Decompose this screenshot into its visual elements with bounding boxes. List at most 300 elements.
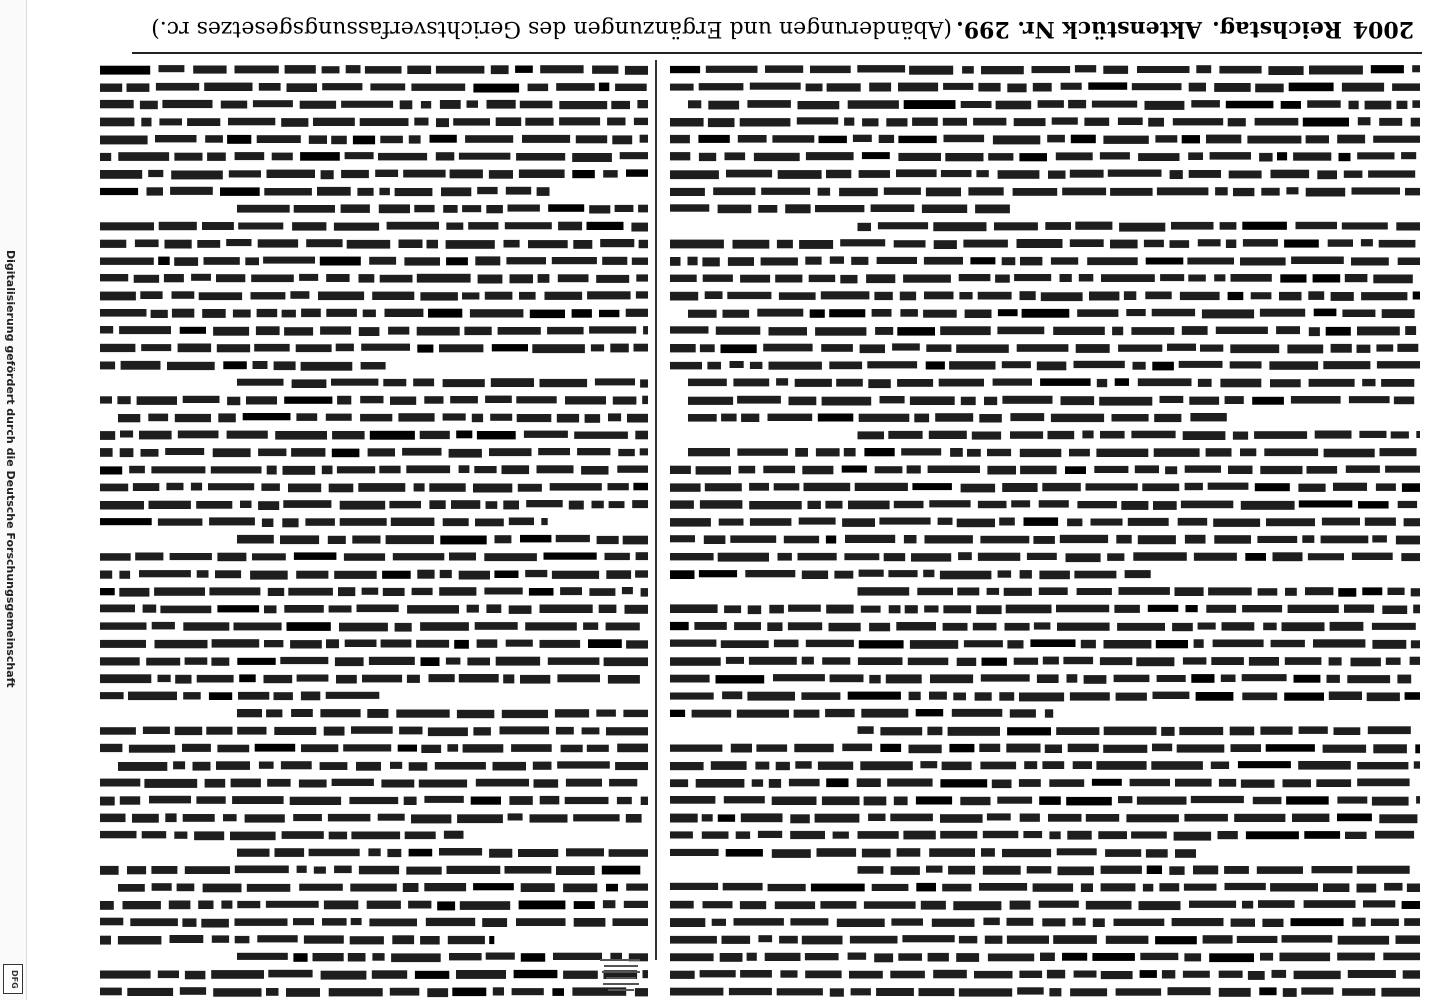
text-run xyxy=(609,779,637,787)
text-run xyxy=(1348,970,1396,978)
text-run xyxy=(457,814,503,823)
text-run xyxy=(978,83,1000,92)
text-run xyxy=(1404,518,1420,526)
text-run xyxy=(1306,135,1329,143)
text-run xyxy=(387,222,439,230)
text-run xyxy=(1108,170,1162,177)
text-run xyxy=(365,66,402,74)
text-run xyxy=(898,83,938,92)
text-run xyxy=(284,605,324,613)
text-run xyxy=(705,483,742,491)
text-run xyxy=(336,344,354,352)
text-run xyxy=(1110,188,1153,196)
text-run xyxy=(177,884,195,892)
text-run xyxy=(1242,674,1287,681)
text-run xyxy=(1042,483,1081,491)
text-run xyxy=(254,344,290,352)
text-run xyxy=(1230,344,1279,353)
text-run xyxy=(1218,831,1238,839)
text-run xyxy=(961,101,992,108)
text-run xyxy=(802,657,814,665)
text-run xyxy=(775,275,802,283)
text-run xyxy=(1138,378,1192,386)
text-run xyxy=(798,101,840,109)
text-run xyxy=(209,587,260,595)
text-run xyxy=(994,222,1038,230)
text-run xyxy=(1151,761,1203,770)
text-run xyxy=(1148,605,1179,612)
text-run xyxy=(1073,761,1092,769)
text-run xyxy=(379,204,410,213)
text-run xyxy=(477,187,497,194)
text-run xyxy=(565,797,609,804)
text-run xyxy=(420,292,458,300)
text-run xyxy=(1188,275,1206,282)
text-run xyxy=(266,709,282,717)
text-run xyxy=(149,796,191,804)
text-run xyxy=(158,971,179,979)
text-run xyxy=(143,605,157,613)
text-run xyxy=(322,466,333,475)
text-run xyxy=(1357,345,1371,353)
text-run xyxy=(738,135,767,143)
text-run xyxy=(563,971,598,979)
text-run xyxy=(1092,779,1122,786)
text-run xyxy=(894,240,926,247)
text-run xyxy=(962,66,974,74)
text-run xyxy=(826,536,836,544)
text-run xyxy=(382,571,411,579)
text-run xyxy=(341,101,393,108)
text-run xyxy=(1294,675,1321,683)
text-run xyxy=(227,431,268,439)
text-run xyxy=(361,344,410,351)
text-run xyxy=(253,100,293,107)
text-run xyxy=(367,709,388,718)
text-run xyxy=(916,883,936,892)
text-run xyxy=(613,397,637,405)
text-run xyxy=(894,501,924,508)
text-run xyxy=(118,152,169,161)
text-run xyxy=(1308,291,1324,300)
text-run xyxy=(211,658,229,666)
text-run xyxy=(467,100,479,107)
text-run xyxy=(484,588,522,595)
text-run xyxy=(1019,971,1042,978)
text-run xyxy=(473,84,519,93)
text-run xyxy=(1019,693,1064,702)
text-run xyxy=(141,344,171,351)
text-run xyxy=(459,153,511,160)
text-run xyxy=(1101,883,1136,891)
text-run xyxy=(1314,309,1337,317)
text-run xyxy=(246,396,277,404)
text-run xyxy=(407,605,459,614)
text-run xyxy=(1276,326,1300,334)
text-run xyxy=(1317,170,1337,179)
text-run xyxy=(559,101,607,109)
text-run xyxy=(975,692,992,700)
text-run xyxy=(1392,83,1420,91)
text-run xyxy=(822,796,860,805)
text-run xyxy=(1167,344,1196,351)
text-run xyxy=(1214,83,1251,92)
text-run xyxy=(485,292,513,300)
text-run xyxy=(520,675,550,684)
text-run xyxy=(209,692,232,700)
text-run xyxy=(740,118,791,126)
text-run xyxy=(1402,901,1420,909)
text-run xyxy=(718,205,752,214)
text-run xyxy=(291,709,313,717)
text-run xyxy=(858,657,903,665)
text-run xyxy=(518,849,558,857)
text-run xyxy=(320,709,360,717)
text-run xyxy=(170,935,204,943)
text-run xyxy=(1405,692,1420,700)
text-run xyxy=(609,849,648,857)
text-run xyxy=(670,936,717,944)
text-run xyxy=(988,954,1034,962)
text-run xyxy=(826,778,848,787)
text-run xyxy=(1231,274,1272,282)
text-run xyxy=(599,83,609,92)
text-run xyxy=(670,988,723,996)
text-run xyxy=(100,918,123,926)
text-run xyxy=(859,414,910,422)
text-run xyxy=(1154,414,1181,422)
text-run xyxy=(890,971,925,979)
text-run xyxy=(884,187,921,195)
text-run xyxy=(1258,588,1278,595)
text-run xyxy=(933,222,986,231)
text-run xyxy=(979,744,1000,752)
text-run xyxy=(1367,693,1400,702)
text-run xyxy=(322,83,362,90)
text-run xyxy=(1413,292,1420,300)
text-run xyxy=(1198,379,1212,387)
text-run xyxy=(1024,517,1059,526)
text-run xyxy=(767,622,782,631)
text-run xyxy=(1091,519,1123,526)
text-run xyxy=(429,674,455,682)
text-run xyxy=(774,640,799,648)
text-run xyxy=(1116,988,1162,995)
text-run xyxy=(274,361,296,370)
text-run xyxy=(288,588,333,596)
text-run xyxy=(406,867,441,875)
text-run xyxy=(1116,535,1131,544)
text-run xyxy=(670,971,695,979)
text-run xyxy=(1242,222,1287,230)
text-run xyxy=(387,849,401,857)
text-run xyxy=(1103,745,1147,753)
text-run xyxy=(100,674,151,683)
text-run xyxy=(162,100,212,108)
text-run xyxy=(391,518,435,526)
text-run xyxy=(472,414,483,423)
text-run xyxy=(632,500,648,508)
text-run xyxy=(902,935,954,942)
text-run xyxy=(1033,536,1055,544)
text-run xyxy=(292,222,326,230)
text-run xyxy=(245,257,259,265)
text-run xyxy=(160,606,211,614)
text-run xyxy=(360,414,392,422)
text-run xyxy=(212,639,260,647)
text-run xyxy=(1075,222,1112,230)
text-run xyxy=(620,152,648,159)
text-run xyxy=(1118,345,1162,352)
text-run xyxy=(404,257,440,265)
text-run xyxy=(1019,153,1047,161)
text-run xyxy=(670,849,719,856)
text-run xyxy=(385,309,424,317)
text-run xyxy=(1312,866,1353,873)
text-run xyxy=(949,744,974,752)
text-run xyxy=(1184,814,1228,822)
text-run xyxy=(326,274,349,282)
text-run xyxy=(220,187,260,196)
text-run xyxy=(728,257,754,266)
text-run xyxy=(216,761,250,770)
text-run xyxy=(1182,326,1208,335)
text-run xyxy=(736,831,750,839)
text-run xyxy=(1331,344,1352,353)
text-run xyxy=(670,483,701,491)
text-run xyxy=(941,170,972,177)
text-run xyxy=(737,448,788,455)
text-run xyxy=(143,727,170,734)
text-run xyxy=(688,257,698,266)
text-run xyxy=(360,396,383,403)
text-run xyxy=(409,135,421,143)
text-run xyxy=(587,745,609,752)
text-run xyxy=(525,570,547,577)
text-run xyxy=(603,900,616,908)
text-run xyxy=(726,849,763,857)
text-run xyxy=(1073,918,1086,926)
text-run xyxy=(1315,431,1352,439)
text-run xyxy=(556,83,595,91)
text-run xyxy=(1308,553,1344,560)
text-run xyxy=(1215,187,1228,195)
text-run xyxy=(1100,657,1132,665)
text-run xyxy=(516,918,566,926)
text-run xyxy=(228,118,275,126)
text-run xyxy=(284,327,313,335)
text-run xyxy=(890,814,933,822)
text-run xyxy=(840,275,857,284)
text-run xyxy=(1182,135,1200,143)
text-run xyxy=(529,588,554,596)
text-run xyxy=(585,414,601,423)
text-run xyxy=(1200,345,1223,352)
text-run xyxy=(943,118,967,126)
text-run xyxy=(489,448,532,456)
text-run xyxy=(489,936,494,944)
text-run xyxy=(1187,258,1234,265)
text-run xyxy=(1096,449,1148,457)
text-run xyxy=(1135,465,1159,473)
text-run xyxy=(733,240,770,249)
text-run xyxy=(237,379,284,386)
text-run xyxy=(165,240,192,249)
text-run xyxy=(416,640,449,648)
text-run xyxy=(1384,883,1402,891)
text-run xyxy=(1030,639,1075,647)
text-run xyxy=(1126,309,1145,316)
text-run xyxy=(670,657,721,666)
text-run xyxy=(203,884,242,893)
text-run xyxy=(1388,588,1405,595)
text-run xyxy=(1262,919,1283,927)
text-run xyxy=(1014,658,1038,665)
text-run xyxy=(596,275,629,283)
text-run xyxy=(251,275,294,283)
text-run xyxy=(519,170,565,179)
text-run xyxy=(1379,240,1416,248)
text-run xyxy=(775,901,815,909)
text-run xyxy=(443,205,457,213)
text-run xyxy=(719,519,744,526)
text-run xyxy=(237,953,288,960)
text-run xyxy=(1183,657,1207,664)
text-run xyxy=(802,466,833,475)
text-run xyxy=(830,674,864,682)
text-run xyxy=(424,883,466,891)
text-run xyxy=(611,101,630,109)
text-run xyxy=(528,84,549,92)
text-run xyxy=(1174,832,1212,841)
text-run xyxy=(213,327,249,336)
text-run xyxy=(769,362,822,370)
text-run xyxy=(443,518,469,526)
text-run xyxy=(641,797,648,805)
text-run xyxy=(923,310,957,318)
text-run xyxy=(1284,240,1319,248)
text-run xyxy=(892,343,920,350)
text-run xyxy=(1247,136,1301,144)
text-run xyxy=(1270,883,1318,891)
text-run xyxy=(304,935,344,943)
text-run xyxy=(1119,223,1165,232)
text-run xyxy=(734,918,784,926)
text-run xyxy=(857,65,905,72)
text-run xyxy=(998,570,1012,577)
text-run xyxy=(415,971,449,979)
text-run xyxy=(1017,344,1069,352)
text-run xyxy=(1398,258,1420,266)
text-run xyxy=(1411,118,1420,127)
text-run xyxy=(1154,448,1200,457)
text-run xyxy=(1097,379,1107,387)
text-run xyxy=(1206,448,1232,456)
text-run xyxy=(367,901,401,909)
text-run xyxy=(1053,327,1105,335)
text-run xyxy=(412,588,433,595)
text-run xyxy=(1241,501,1295,510)
text-run xyxy=(1279,292,1302,301)
text-run xyxy=(398,745,417,752)
text-run xyxy=(1246,831,1299,839)
text-run xyxy=(705,291,723,299)
text-run xyxy=(1089,292,1119,301)
text-run xyxy=(280,535,319,544)
text-run xyxy=(670,796,715,804)
text-run xyxy=(1405,188,1420,196)
text-run xyxy=(723,310,750,318)
text-run xyxy=(496,117,522,126)
text-run xyxy=(979,414,1002,423)
text-run xyxy=(818,414,854,422)
text-run xyxy=(1226,101,1274,109)
text-run xyxy=(1260,466,1302,474)
text-run xyxy=(948,727,1000,736)
text-run xyxy=(100,292,136,301)
text-run xyxy=(739,466,756,474)
text-run xyxy=(561,745,583,753)
text-run xyxy=(1299,500,1353,507)
text-run xyxy=(533,762,552,770)
text-run xyxy=(592,66,618,74)
text-run xyxy=(414,483,425,491)
text-run xyxy=(489,170,513,179)
text-run xyxy=(754,153,800,161)
text-run xyxy=(1019,779,1041,787)
text-run xyxy=(282,518,298,527)
text-run xyxy=(462,205,481,212)
text-run xyxy=(573,240,592,249)
text-run xyxy=(1202,309,1254,318)
text-run xyxy=(1007,640,1023,648)
text-run xyxy=(877,257,917,264)
text-run xyxy=(449,953,482,960)
text-run xyxy=(183,814,215,822)
text-run xyxy=(859,570,884,577)
text-run xyxy=(1249,657,1279,666)
text-run xyxy=(135,240,159,248)
text-run xyxy=(370,83,405,90)
text-run xyxy=(1226,240,1236,249)
text-run xyxy=(1037,674,1059,683)
text-run xyxy=(1372,535,1387,542)
text-run xyxy=(399,240,423,249)
text-run xyxy=(460,901,510,910)
text-run xyxy=(152,883,172,891)
text-run xyxy=(1358,117,1371,125)
text-run xyxy=(1271,170,1310,179)
text-run xyxy=(866,274,895,283)
text-run xyxy=(1179,361,1223,368)
text-run xyxy=(475,519,504,527)
text-run xyxy=(927,727,942,736)
text-run xyxy=(729,988,772,995)
text-run xyxy=(512,988,544,995)
text-run xyxy=(336,675,357,684)
text-run xyxy=(119,571,130,579)
text-run xyxy=(769,605,784,614)
text-run xyxy=(417,570,434,579)
text-run xyxy=(505,866,552,874)
text-run xyxy=(1257,866,1303,874)
text-run xyxy=(909,66,953,75)
text-run xyxy=(1099,397,1152,406)
text-run xyxy=(1133,552,1187,561)
text-run xyxy=(1357,779,1409,787)
text-run xyxy=(317,187,351,196)
text-run xyxy=(1020,466,1057,475)
